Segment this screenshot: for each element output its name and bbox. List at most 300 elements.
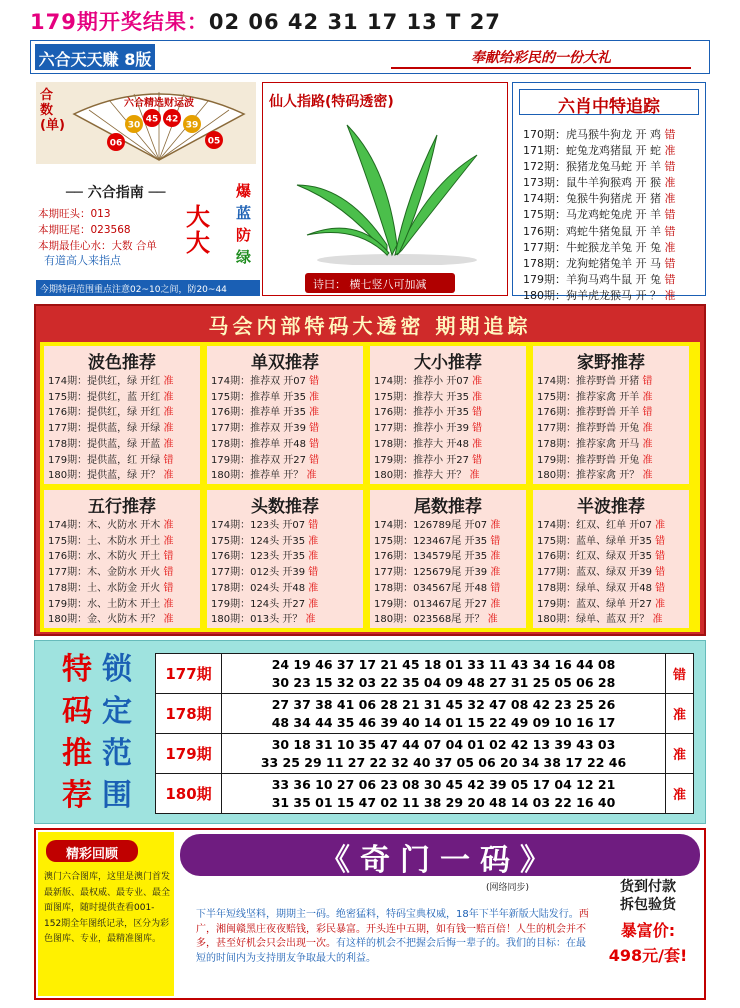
track-row-text: 172期：猴猪龙兔马蛇 开 羊	[523, 160, 665, 174]
recommend-row	[537, 549, 687, 565]
result-title: 179期开奖结果：	[30, 10, 209, 34]
tema-numbers	[222, 774, 666, 814]
recommend-row-text: 180期：推荐单 开？	[211, 470, 307, 482]
recommend-title: 头数推荐	[251, 497, 319, 517]
recommend-row-text: 174期：木、火防水 开木	[48, 520, 164, 531]
recommend-rows	[211, 518, 361, 628]
range-bar: 今期特码范围重点注意02~10之间，防20~44	[36, 280, 260, 296]
recommend-rows	[211, 374, 361, 484]
recommend-row-text: 178期：绿单、绿双 开48	[537, 582, 656, 594]
guide-row: 本期最佳心水：大数 合单	[38, 240, 157, 252]
fan-ball-number: 05	[207, 136, 221, 147]
recommend-cell	[44, 346, 200, 484]
recommend-row	[48, 390, 198, 406]
recommend-row-text: 175期：123467尾 开35	[374, 535, 491, 547]
recommend-row	[211, 518, 361, 534]
recommend-row	[211, 390, 361, 406]
zodiac-track-panel	[512, 82, 706, 302]
tema-row	[156, 734, 694, 774]
mahui-panel	[34, 304, 706, 636]
track-row-result: 准	[664, 176, 676, 190]
recommend-row-result: 错	[309, 454, 320, 466]
recommend-row	[537, 565, 687, 581]
recommend-row	[211, 565, 361, 581]
recommend-row-result: 错	[472, 407, 483, 419]
recommend-cell	[533, 346, 689, 484]
recommend-row-text: 176期：推荐野兽 开羊	[537, 407, 643, 419]
recommend-row-result: 错	[642, 376, 653, 387]
recommend-row	[48, 468, 198, 484]
recommend-row-text: 178期：土、水防金 开火	[48, 582, 164, 594]
slogan: 奉献给彩民的一份大礼	[391, 47, 691, 69]
edition-tag: 六合天天赚 8版	[35, 44, 155, 70]
recommend-row-text: 180期：023568尾 开？	[374, 614, 488, 626]
recommend-row-result: 错	[163, 454, 174, 466]
recommend-row-result: 准	[308, 535, 319, 547]
recommend-row-result: 错	[655, 582, 666, 594]
recommend-row-text: 174期：126789尾 开07	[374, 520, 491, 531]
fan-ball-number: 39	[185, 120, 199, 131]
recommend-row-result: 错	[308, 567, 319, 579]
recommend-row	[48, 612, 198, 628]
recommend-row-text: 179期：推荐小 开27	[374, 454, 473, 466]
track-row	[523, 159, 676, 175]
recommend-row-result: 准	[163, 391, 174, 403]
recommend-row-text: 175期：推荐单 开35	[211, 391, 310, 403]
recommend-row-text: 177期：推荐小 开39	[374, 423, 473, 435]
track-row	[523, 207, 676, 223]
recommend-row	[211, 581, 361, 597]
recommend-row-text: 180期：金、火防木 开？	[48, 614, 164, 626]
recommend-row-result: 准	[163, 520, 174, 531]
recommend-row	[211, 374, 361, 390]
recommend-row-text: 179期：124头 开27	[211, 598, 309, 610]
recommend-row	[374, 421, 524, 437]
track-row-text: 180期：狗羊虎龙猴马 开 ？	[523, 288, 665, 302]
recommend-cell	[533, 490, 689, 628]
fan-side-text: 合数(单)	[40, 88, 65, 133]
fan-ball-number: 45	[145, 114, 159, 125]
recommend-row	[48, 421, 198, 437]
recommend-row	[211, 453, 361, 469]
recommend-row-result: 错	[163, 551, 174, 563]
recommend-row	[48, 534, 198, 550]
recommend-row-result: 错	[309, 376, 320, 387]
track-row	[523, 288, 676, 304]
tema-result: 准	[666, 734, 694, 774]
recommend-rows	[48, 518, 198, 628]
mahui-grid	[40, 342, 700, 632]
recommend-cell	[370, 490, 526, 628]
tema-line: 31 35 01 15 47 02 11 38 29 20 48 14 03 22 16 40	[271, 794, 616, 810]
tema-panel	[34, 640, 706, 824]
guide-side-text	[236, 180, 258, 268]
recommend-row-text: 177期：蓝双、绿双 开39	[537, 567, 656, 579]
recommend-row	[537, 612, 687, 628]
recommend-row-result: 错	[309, 423, 320, 435]
tema-line: 48 34 44 35 46 39 40 14 01 15 22 49 09 10 16 17	[271, 714, 616, 730]
fan-ball-number: 30	[127, 120, 141, 131]
recommend-row	[48, 581, 198, 597]
recommend-row	[374, 437, 524, 453]
recommend-row	[48, 374, 198, 390]
xianren-panel	[262, 82, 508, 296]
poem-box	[305, 273, 455, 293]
recommend-row-text: 176期：红双、绿双 开35	[537, 551, 656, 563]
tema-numbers	[222, 734, 666, 774]
recommend-row-result: 准	[655, 598, 666, 610]
recommend-row-text: 177期：木、金防水 开火	[48, 567, 164, 579]
recommend-row-text: 178期：推荐家禽 开马	[537, 438, 643, 450]
guide-title: ── 六合指南 ──	[66, 185, 166, 201]
guide-side-2: 蓝	[236, 204, 252, 222]
track-row-result: 准	[664, 192, 676, 206]
track-row-result: 错	[664, 256, 676, 270]
recommend-row	[211, 421, 361, 437]
track-row-text: 173期：鼠牛羊狗猴鸡 开 猴	[523, 176, 665, 190]
tema-line: 33 36 10 27 06 23 08 30 45 42 39 05 17 04 12 21	[271, 776, 616, 792]
track-row	[523, 224, 676, 240]
recommend-cell	[207, 346, 363, 484]
tema-result: 准	[666, 774, 694, 814]
tema-period: 178期	[156, 694, 222, 734]
recommend-row-result: 准	[642, 470, 653, 482]
recommend-row-text: 180期：推荐大 开？	[374, 470, 470, 482]
recommend-row-text: 179期：蓝双、绿单 开27	[537, 598, 656, 610]
track-row-text: 171期：蛇兔龙鸡猪鼠 开 蛇	[523, 144, 665, 158]
recommend-row-result: 准	[163, 598, 174, 610]
recommend-row	[374, 565, 524, 581]
recommend-row	[537, 421, 687, 437]
tema-period: 179期	[156, 734, 222, 774]
guide-big-text: 大 大	[186, 203, 210, 257]
recommend-row-text: 179期：推荐双 开27	[211, 454, 310, 466]
recommend-row-result: 准	[309, 407, 320, 419]
recommend-row	[48, 597, 198, 613]
recommend-row-text: 180期：013头 开？	[211, 614, 306, 626]
subtitle-bar	[30, 40, 710, 74]
recommend-row-text: 175期：蓝单、绿单 开35	[537, 535, 656, 547]
tema-label-right: 锁 定 范 围	[102, 652, 132, 813]
recommend-rows	[537, 518, 687, 628]
review-text: 澳门六合图库，这里是澳门首发最新版、最权威、最专业、最全面图库，随时提供查看001-152期全年图纸记录，区分为彩色图库、专业，最精准图库。	[44, 872, 171, 944]
qimen-body	[196, 908, 592, 966]
recommend-row-text: 178期：推荐大 开48	[374, 438, 473, 450]
recommend-row	[211, 534, 361, 550]
track-row-text: 179期：羊狗马鸡牛鼠 开 兔	[523, 272, 665, 286]
recommend-row-result: 准	[642, 423, 653, 435]
tema-numbers	[222, 694, 666, 734]
xianren-title: 仙人指路(特码透密)	[269, 94, 394, 110]
recommend-row	[48, 405, 198, 421]
recommend-row-text: 174期：红双、红单 开07	[537, 520, 656, 531]
recommend-row	[48, 453, 198, 469]
guide-side-1: 爆	[236, 182, 252, 200]
recommend-row-text: 175期：124头 开35	[211, 535, 309, 547]
deal-line-3: 暴富价:	[620, 921, 676, 940]
recommend-row-text: 174期：推荐野兽 开猪	[537, 376, 643, 387]
recommend-row-text: 176期：提供红，绿 开红	[48, 407, 164, 419]
recommend-row-result: 准	[308, 598, 319, 610]
fan-ball-number: 42	[165, 114, 179, 125]
track-row	[523, 191, 676, 207]
recommend-row-result: 错	[642, 407, 653, 419]
recommend-row	[48, 565, 198, 581]
recommend-row-result: 准	[490, 551, 501, 563]
recommend-row-result: 准	[642, 454, 653, 466]
track-row-result: 准	[664, 144, 676, 158]
recommend-row-result: 准	[163, 535, 174, 547]
recommend-row-result: 错	[472, 454, 483, 466]
recommend-row	[537, 437, 687, 453]
recommend-row	[537, 468, 687, 484]
recommend-row-text: 180期：推荐家禽 开？	[537, 470, 643, 482]
recommend-row-result: 错	[655, 535, 666, 547]
tema-line: 24 19 46 37 17 21 45 18 01 33 11 43 34 16 44 08	[271, 656, 616, 672]
tema-numbers	[222, 654, 666, 694]
recommend-rows	[374, 518, 524, 628]
recommend-row-text: 179期：013467尾 开27	[374, 598, 491, 610]
recommend-row-text: 178期：提供蓝，绿 开蓝	[48, 438, 164, 450]
qimen-title: 《奇门一码》	[180, 834, 700, 876]
recommend-row-text: 174期：123头 开07	[211, 520, 309, 531]
recommend-cell	[370, 346, 526, 484]
recommend-row-text: 177期：125679尾 开39	[374, 567, 491, 579]
recommend-row-text: 177期：提供蓝，绿 开绿	[48, 423, 164, 435]
recommend-row-result: 准	[469, 470, 480, 482]
recommend-row	[537, 597, 687, 613]
recommend-row-text: 176期：134579尾 开35	[374, 551, 491, 563]
recommend-row-result: 错	[308, 520, 319, 531]
track-row	[523, 256, 676, 272]
deal-line-1: 货到付款	[620, 879, 676, 895]
tema-result: 错	[666, 654, 694, 694]
tema-period: 180期	[156, 774, 222, 814]
recommend-row-result: 准	[163, 438, 174, 450]
poem-text: 横七竖八可加减	[349, 278, 427, 291]
tema-table	[155, 653, 694, 814]
recommend-row	[374, 390, 524, 406]
recommend-row-result: 准	[163, 376, 174, 387]
recommend-row	[211, 405, 361, 421]
recommend-row-text: 175期：土、木防水 开土	[48, 535, 164, 547]
recommend-row-result: 准	[163, 614, 174, 626]
recommend-row	[374, 468, 524, 484]
recommend-row-result: 准	[308, 551, 319, 563]
recommend-row	[211, 612, 361, 628]
qimen-body-a: 下半年短线坚料，期期主一码。绝密猛料，特码宝典权威，18年下半年新版大陆发行。	[196, 909, 579, 920]
recommend-row	[537, 534, 687, 550]
recommend-row-result: 准	[163, 407, 174, 419]
fan-icon	[64, 84, 254, 162]
track-row-result: 错	[664, 224, 676, 238]
recommend-row-text: 178期：推荐单 开48	[211, 438, 310, 450]
track-row-result: 错	[664, 208, 676, 222]
recommend-row-result: 准	[306, 470, 317, 482]
recommend-row	[537, 405, 687, 421]
track-row-text: 176期：鸡蛇牛猪兔鼠 开 羊	[523, 224, 665, 238]
track-row	[523, 240, 676, 256]
recommend-row	[374, 612, 524, 628]
recommend-row-result: 错	[490, 535, 501, 547]
recommend-row-result: 准	[655, 520, 666, 531]
track-row	[523, 127, 676, 143]
recommend-title: 大小推荐	[414, 353, 482, 373]
track-row-result: 错	[664, 128, 676, 141]
recommend-cell	[207, 490, 363, 628]
recommend-row	[48, 549, 198, 565]
track-row-result: 准	[664, 240, 676, 254]
recommend-row-result: 准	[309, 391, 320, 403]
tema-row	[156, 774, 694, 814]
recommend-row	[374, 405, 524, 421]
plant-icon	[287, 115, 487, 265]
track-row	[523, 143, 676, 159]
recommend-row-text: 177期：012头 开39	[211, 567, 309, 579]
guide-row: 本期旺尾：023568	[38, 224, 131, 236]
recommend-row-text: 180期：绿单、蓝双 开？	[537, 614, 653, 626]
review-head: 精彩回顾	[46, 840, 138, 862]
guide-side-4: 绿	[236, 248, 252, 266]
recommend-row-text: 179期：水、土防木 开土	[48, 598, 164, 610]
guide-panel	[36, 168, 260, 296]
recommend-row	[211, 597, 361, 613]
recommend-row	[537, 518, 687, 534]
recommend-cell	[44, 490, 200, 628]
recommend-title: 半波推荐	[577, 497, 645, 517]
recommend-row-text: 177期：推荐野兽 开兔	[537, 423, 643, 435]
recommend-row-text: 178期：024头 开48	[211, 582, 309, 594]
recommend-row-result: 准	[305, 614, 316, 626]
track-title: 六肖中特追踪	[519, 89, 699, 115]
recommend-row-result: 错	[163, 567, 174, 579]
recommend-row-result: 准	[163, 423, 174, 435]
tema-label-left: 特 码 推 荐	[62, 652, 92, 813]
qimen-panel	[34, 828, 706, 1000]
recommend-row-result: 错	[655, 551, 666, 563]
recommend-row-result: 错	[163, 582, 174, 594]
guide-foot: 有道高人来指点	[44, 254, 121, 267]
recommend-row-result: 准	[308, 582, 319, 594]
tema-result: 准	[666, 694, 694, 734]
track-row-text: 170期：虎马猴牛狗龙 开 鸡	[523, 128, 665, 141]
recommend-row-text: 174期：推荐双 开07	[211, 376, 310, 387]
track-row-text: 174期：兔猴牛狗猪虎 开 猪	[523, 192, 665, 206]
tema-line: 27 37 38 41 06 28 21 31 45 32 47 08 42 23 25 26	[271, 696, 616, 712]
track-row-result: 错	[664, 272, 676, 286]
recommend-row-result: 准	[163, 470, 174, 482]
recommend-row	[374, 534, 524, 550]
recommend-row-result: 准	[490, 520, 501, 531]
recommend-row-result: 准	[472, 376, 483, 387]
tema-line: 30 23 15 32 03 22 35 04 09 48 27 31 25 05 06 28	[271, 674, 616, 690]
recommend-row	[374, 453, 524, 469]
track-row-result: 错	[664, 160, 676, 174]
recommend-title: 波色推荐	[88, 353, 156, 373]
draw-result-header	[0, 0, 740, 36]
recommend-row-text: 180期：提供蓝，绿 开？	[48, 470, 164, 482]
review-panel	[38, 832, 174, 996]
recommend-row	[537, 374, 687, 390]
recommend-row	[374, 518, 524, 534]
recommend-row-result: 错	[309, 438, 320, 450]
recommend-rows	[374, 374, 524, 484]
recommend-row-result: 准	[642, 391, 653, 403]
recommend-row	[374, 581, 524, 597]
tema-row	[156, 654, 694, 694]
recommend-row	[537, 390, 687, 406]
recommend-row-text: 177期：推荐双 开39	[211, 423, 310, 435]
recommend-row-result: 准	[472, 438, 483, 450]
recommend-row-result: 准	[490, 567, 501, 579]
recommend-row-result: 准	[642, 438, 653, 450]
recommend-row	[211, 549, 361, 565]
recommend-rows	[537, 374, 687, 484]
recommend-row-text: 176期：水、木防火 开土	[48, 551, 164, 563]
recommend-row-result: 准	[490, 598, 501, 610]
track-rows	[523, 127, 676, 304]
recommend-row-text: 176期：推荐小 开35	[374, 407, 473, 419]
recommend-title: 单双推荐	[251, 353, 319, 373]
recommend-row-text: 176期：123头 开35	[211, 551, 309, 563]
recommend-row-result: 错	[490, 582, 501, 594]
recommend-title: 家野推荐	[577, 353, 645, 373]
result-numbers: 02 06 42 31 17 13 T 27	[208, 10, 501, 34]
fan-ball-number: 06	[109, 138, 123, 149]
recommend-row	[211, 468, 361, 484]
recommend-row	[537, 453, 687, 469]
track-row-text: 178期：龙狗蛇猪兔羊 开 马	[523, 256, 665, 270]
track-row	[523, 272, 676, 288]
tema-period: 177期	[156, 654, 222, 694]
recommend-row-text: 178期：034567尾 开48	[374, 582, 491, 594]
recommend-row-text: 179期：提供蓝，红 开绿	[48, 454, 164, 466]
recommend-title: 尾数推荐	[414, 497, 482, 517]
recommend-row-result: 准	[472, 391, 483, 403]
qimen-body-b: 西广，湘闽赣黑庄夜夜赔钱，彩民暴富。开头连中五期，如有钱一赔百倍！人生的机会并不多，甚至好机会只会出现一次。	[196, 909, 589, 949]
recommend-row-text: 175期：推荐大 开35	[374, 391, 473, 403]
track-row	[523, 175, 676, 191]
recommend-rows	[48, 374, 198, 484]
recommend-row	[48, 437, 198, 453]
recommend-row-result: 准	[487, 614, 498, 626]
tema-row	[156, 694, 694, 734]
deal-line-2: 拆包验货	[620, 897, 676, 913]
recommend-row-result: 错	[472, 423, 483, 435]
tema-line: 30 18 31 10 35 47 44 07 04 01 02 42 13 39 43 03	[271, 736, 616, 752]
mahui-banner: 马会内部特码大透密 期期追踪	[208, 314, 532, 338]
recommend-row	[374, 549, 524, 565]
recommend-row	[211, 437, 361, 453]
recommend-row	[374, 374, 524, 390]
recommend-row	[537, 581, 687, 597]
fan-caption: 六合精选财运波	[124, 98, 194, 109]
recommend-row-text: 179期：推荐野兽 开兔	[537, 454, 643, 466]
deal-box	[598, 878, 698, 996]
guide-row: 本期旺头：013	[38, 208, 111, 220]
guide-rows	[38, 206, 157, 254]
poem-label: 诗曰：	[313, 278, 346, 291]
deal-price: 498元/套!	[608, 946, 688, 965]
guide-title-text: 六合指南	[87, 185, 144, 201]
recommend-row-result: 错	[655, 567, 666, 579]
recommend-row-result: 准	[652, 614, 663, 626]
recommend-row-text: 175期：提供红，蓝 开红	[48, 391, 164, 403]
recommend-row	[48, 518, 198, 534]
guide-side-3: 防	[236, 226, 252, 244]
fan-panel	[36, 82, 256, 164]
qimen-net: (网络同步)	[486, 883, 530, 893]
